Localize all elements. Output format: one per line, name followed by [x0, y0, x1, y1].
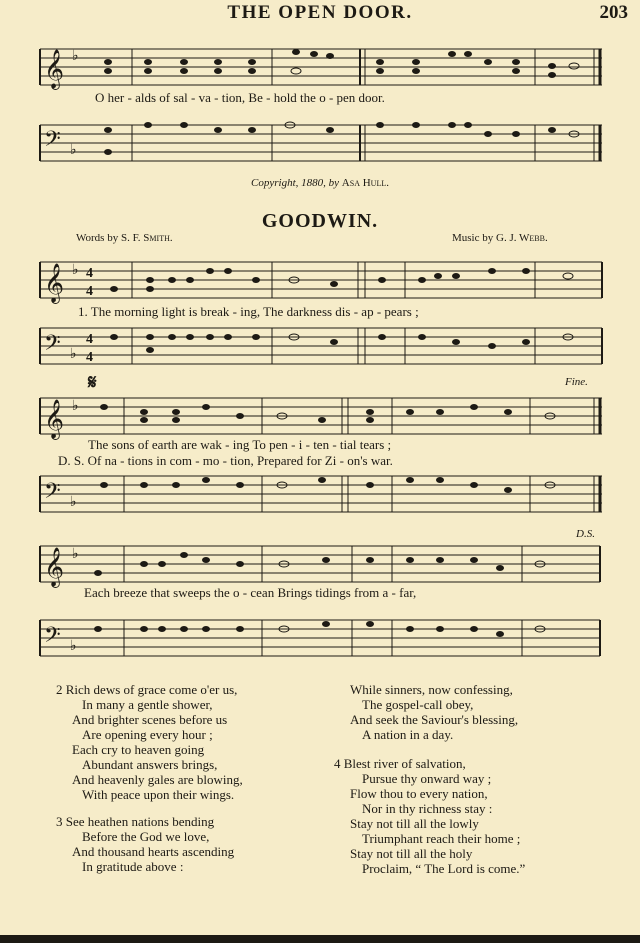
- verse-line: Each cry to heaven going: [72, 742, 205, 757]
- treble-clef-icon: 𝄞: [44, 265, 65, 302]
- goodwin-lyrics-line1: 1. The morning light is break - ing, The darkness dis - ap - pears ;: [78, 304, 419, 319]
- goodwin-system1-treble-staff: [0, 256, 640, 304]
- open-door-bass-staff: [0, 116, 640, 164]
- verse-2: [56, 682, 243, 802]
- music-by-label: Music by: [452, 232, 494, 244]
- copyright-line: [0, 177, 640, 189]
- music-credit: [452, 232, 548, 244]
- words-by-label: Words by: [76, 232, 119, 244]
- open-door-lyrics: O her - alds of sal - va - tion, Be - hold the o - pen door.: [95, 90, 385, 105]
- goodwin-system2-bass-staff: [0, 470, 640, 518]
- goodwin-system3-treble-staff: [0, 540, 640, 588]
- verse-line: 4 Blest river of salvation,: [334, 756, 466, 771]
- flat-key-signature-icon: ♭: [72, 263, 79, 278]
- flat-key-signature-icon: ♭: [70, 495, 77, 510]
- verse-line: And seek the Saviour's blessing,: [350, 712, 519, 727]
- flat-key-signature-icon: ♭: [70, 347, 77, 362]
- verse-line: Pursue thy onward way ;: [362, 771, 492, 786]
- verse-line: With peace upon their wings.: [82, 787, 235, 802]
- time-signature-bottom: 4: [86, 284, 93, 299]
- hymn-title: GOODWIN.: [261, 210, 379, 232]
- copyright-year: 1880,: [301, 177, 326, 189]
- verse-line: Nor in thy richness stay :: [362, 801, 493, 816]
- verse-line: In many a gentle shower,: [82, 697, 213, 712]
- bass-clef-icon: 𝄢: [44, 623, 61, 652]
- goodwin-lyrics-line3: Each breeze that sweeps the o - cean Brings tidings from a - far,: [84, 585, 417, 600]
- flat-key-signature-icon: ♭: [72, 49, 79, 64]
- music-by-name: G. J. Webb.: [496, 232, 548, 244]
- bass-clef-icon: 𝄢: [44, 127, 61, 156]
- words-credit: [76, 232, 173, 244]
- verse-line: And heavenly gales are blowing,: [72, 772, 243, 787]
- verse-line: And thousand hearts ascending: [72, 844, 235, 859]
- treble-clef-icon: 𝄞: [44, 401, 65, 438]
- flat-key-signature-icon: ♭: [70, 143, 77, 158]
- notes: [104, 49, 579, 78]
- verse-line: Are opening every hour ;: [82, 727, 213, 742]
- flat-key-signature-icon: ♭: [70, 639, 77, 654]
- verse-3-continued: [350, 682, 518, 742]
- verse-line: Stay not till all the lowly: [350, 816, 479, 831]
- time-signature-bottom: 4: [86, 350, 93, 365]
- verse-line: While sinners, now confessing,: [350, 682, 513, 697]
- verse-4: [334, 756, 525, 876]
- verse-line: Before the God we love,: [82, 829, 210, 844]
- goodwin-system2-treble-staff: [0, 392, 640, 440]
- verse-line: Triumphant reach their home ;: [362, 831, 521, 846]
- copyright-label: Copyright,: [251, 177, 299, 189]
- treble-clef-icon: 𝄞: [44, 549, 65, 586]
- time-signature-top: 4: [86, 332, 93, 347]
- flat-key-signature-icon: ♭: [72, 399, 79, 414]
- segno-icon: 𝄋: [88, 372, 97, 394]
- verse-line: Proclaim, “ The Lord is come.”: [362, 861, 526, 876]
- verse-line: In gratitude above :: [82, 859, 184, 874]
- fine-mark: Fine.: [565, 376, 588, 388]
- goodwin-system1-bass-staff: [0, 322, 640, 370]
- verse-line: Abundant answers brings,: [82, 757, 218, 772]
- goodwin-lyrics-line2b: D. S. Of na - tions in com - mo - tion, Prepared for Zi - on's war.: [58, 453, 393, 468]
- verse-3: [56, 814, 234, 874]
- staff-lines: [40, 49, 602, 85]
- copyright-author: Asa Hull.: [341, 177, 389, 189]
- verse-line: And brighter scenes before us: [72, 712, 228, 727]
- verse-line: Stay not till all the holy: [350, 846, 473, 861]
- page-number: 203: [599, 2, 628, 23]
- open-door-treble-staff: [0, 40, 640, 88]
- bass-clef-icon: 𝄢: [44, 479, 61, 508]
- copyright-by: by: [328, 177, 340, 189]
- time-signature-top: 4: [86, 266, 93, 281]
- words-by-name: S. F. Smith.: [120, 232, 173, 244]
- page-running-title: THE OPEN DOOR.: [227, 2, 413, 23]
- goodwin-lyrics-line2a: The sons of earth are wak - ing To pen - i - ten - tial tears ;: [88, 437, 392, 452]
- verse-line: The gospel-call obey,: [362, 697, 474, 712]
- flat-key-signature-icon: ♭: [72, 547, 79, 562]
- verse-line: Flow thou to every nation,: [350, 786, 488, 801]
- treble-clef-icon: 𝄞: [44, 51, 65, 88]
- bass-clef-icon: 𝄢: [44, 331, 61, 360]
- goodwin-system3-bass-staff: [0, 614, 640, 662]
- ds-mark: D.S.: [576, 528, 595, 540]
- verse-line: A nation in a day.: [362, 727, 454, 742]
- verse-line: 2 Rich dews of grace come o'er us,: [56, 682, 238, 697]
- bottom-border: [0, 935, 640, 943]
- verse-line: 3 See heathen nations bending: [56, 814, 215, 829]
